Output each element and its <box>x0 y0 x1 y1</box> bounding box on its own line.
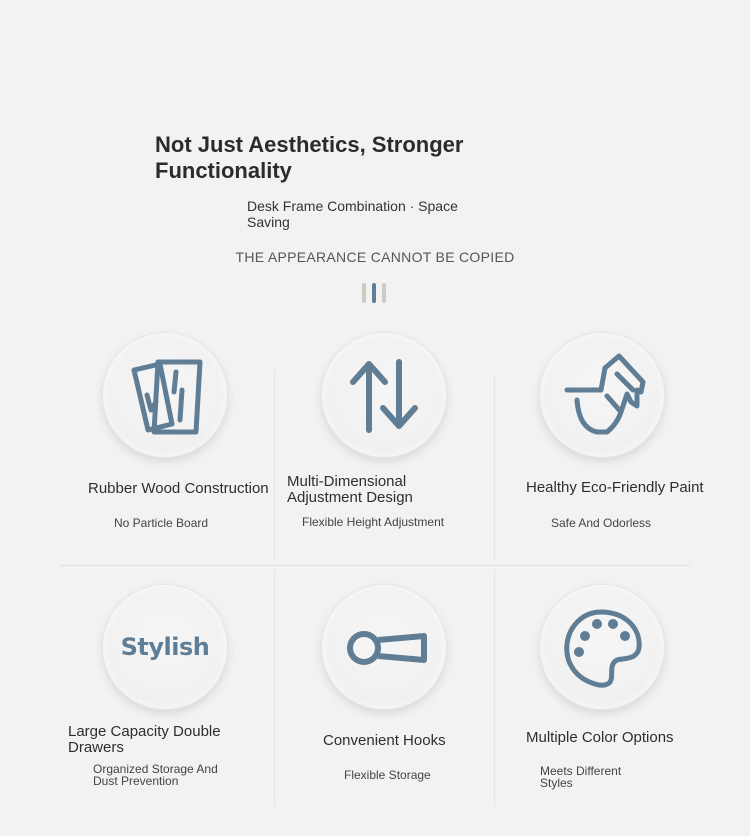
feature-icon-circle <box>103 333 227 457</box>
feature-description: Flexible Height Adjustment <box>302 515 445 529</box>
feature-title: Multi-Dimensional Adjustment Design <box>287 473 413 506</box>
feature-description: Meets Different Styles <box>540 764 622 790</box>
feature-icon-circle <box>103 585 227 709</box>
deco-bar <box>372 283 376 303</box>
feature-description: No Particle Board <box>114 516 209 530</box>
feature-description: Safe And Odorless <box>551 516 652 530</box>
stylish-text-icon: Stylish <box>120 633 210 661</box>
grid-divider-horizontal <box>60 565 690 566</box>
feature-title: Convenient Hooks <box>323 732 446 749</box>
page-subtitle: Desk Frame Combination · Space Saving <box>247 198 458 230</box>
grid-divider-vertical <box>274 570 275 806</box>
feature-title: Healthy Eco-Friendly Paint <box>526 479 704 496</box>
paint-bucket-icon <box>557 350 647 440</box>
deco-bar <box>362 283 366 303</box>
deco-bar <box>382 283 386 303</box>
grid-divider-vertical <box>494 375 495 560</box>
tagline: THE APPEARANCE CANNOT BE COPIED <box>235 249 515 265</box>
feature-title: Large Capacity Double Drawers <box>68 723 221 756</box>
feature-icon-circle <box>322 585 446 709</box>
feature-description: Flexible Storage <box>344 768 431 782</box>
palette-icon <box>557 602 647 692</box>
feature-description: Organized Storage And Dust Prevention <box>93 762 218 788</box>
feature-title: Multiple Color Options <box>526 729 674 746</box>
page-title: Not Just Aesthetics, Stronger Functionality <box>155 132 464 183</box>
feature-icon-circle <box>322 333 446 457</box>
grid-divider-vertical <box>274 370 275 560</box>
feature-icon-circle <box>540 585 664 709</box>
grid-divider-vertical <box>494 570 495 806</box>
feature-icon-circle <box>540 333 664 457</box>
wood-board-icon <box>120 350 210 440</box>
hook-icon <box>334 602 434 692</box>
feature-title: Rubber Wood Construction <box>88 480 269 497</box>
up-down-arrows-icon <box>339 350 429 440</box>
